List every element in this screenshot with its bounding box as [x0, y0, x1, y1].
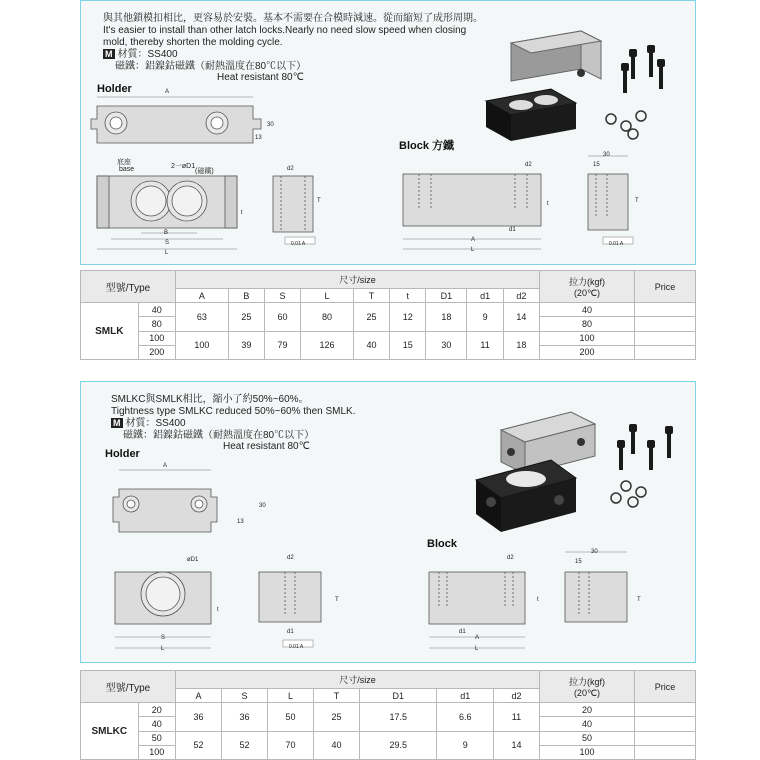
- label-d1: d1: [287, 629, 294, 635]
- price-header: Price: [635, 271, 696, 303]
- smlkc-material: 材質：SS400: [125, 418, 186, 429]
- block-label-tolerance: 0.01 A: [609, 241, 624, 247]
- col-header: B: [228, 289, 264, 303]
- value-cell: 25: [228, 303, 264, 331]
- value-cell: 14: [503, 303, 539, 331]
- size-header: 尺寸/size: [176, 271, 540, 289]
- size-cell: 200: [138, 345, 175, 359]
- holder-photo: [476, 460, 576, 532]
- screws-photo: [606, 45, 665, 139]
- value-cell: 6.6: [437, 703, 493, 731]
- label-dim30: 30: [267, 122, 274, 128]
- value-cell: 12: [390, 303, 426, 331]
- force-cell: 20: [540, 703, 635, 717]
- force-cell: 40: [540, 717, 635, 731]
- holder-top-view: [113, 470, 217, 532]
- label-d2: d2: [287, 555, 294, 561]
- label-t: t: [241, 210, 243, 216]
- label-A: A: [165, 89, 170, 95]
- value-cell: 40: [353, 331, 389, 359]
- force-cell: 100: [540, 331, 635, 345]
- block-label-d2: d2: [525, 162, 532, 168]
- block-label-dim30: 30: [603, 152, 610, 158]
- col-header: L: [301, 289, 354, 303]
- block-label-A: A: [471, 237, 476, 243]
- label-base-en: base: [119, 166, 135, 173]
- table-row: [81, 331, 696, 345]
- col-header: L: [268, 689, 314, 703]
- block-label-t: t: [547, 201, 549, 207]
- size-cell: 40: [138, 717, 175, 731]
- value-cell: 36: [222, 703, 268, 731]
- label-d2: d2: [287, 166, 294, 172]
- force-cell: 80: [540, 317, 635, 331]
- smlkc-description-en: Tightness type SMLKC reduced 50%~60% then SMLK.: [111, 406, 356, 417]
- label-t: t: [217, 607, 219, 613]
- price-cell: [635, 331, 696, 345]
- value-cell: 52: [176, 731, 222, 759]
- label-dim13: 13: [255, 135, 262, 141]
- smlkc-material-line: [111, 418, 186, 430]
- size-cell: 100: [138, 745, 175, 759]
- smlk-material: 材質：SS400: [117, 49, 178, 60]
- col-header: T: [353, 289, 389, 303]
- label-dim30: 30: [259, 503, 266, 509]
- value-cell: 14: [493, 731, 539, 759]
- price-cell: [635, 345, 696, 359]
- value-cell: 29.5: [360, 731, 437, 759]
- size-cell: 50: [138, 731, 175, 745]
- table-row: [81, 303, 696, 317]
- model-name: SMLKC: [81, 703, 139, 760]
- holder-top-view: [91, 97, 261, 143]
- label-S: S: [165, 240, 170, 246]
- smlkc-holder-title: Holder: [105, 448, 140, 460]
- col-header: A: [176, 689, 222, 703]
- value-cell: 18: [426, 303, 467, 331]
- price-header: Price: [635, 671, 696, 703]
- label-L: L: [165, 250, 169, 256]
- label-S: S: [161, 635, 166, 641]
- value-cell: 25: [353, 303, 389, 331]
- smlk-info-panel: [80, 0, 696, 265]
- block-label-dim30: 30: [591, 549, 598, 555]
- material-icon: M: [105, 49, 113, 59]
- label-L: L: [161, 646, 165, 652]
- smlkc-info-panel: [80, 381, 696, 663]
- block-label-T: T: [637, 597, 641, 603]
- block-photo: [511, 31, 601, 81]
- label-A: A: [163, 463, 168, 469]
- smlk-description-zh: 與其他鎖模扣相比，更容易於安裝。基本不需要在合模時減速。從而縮短了成形周期。: [103, 13, 483, 24]
- size-cell: 80: [138, 317, 175, 331]
- value-cell: 60: [264, 303, 300, 331]
- smlk-spec-table: [80, 270, 696, 360]
- value-cell: 9: [467, 303, 503, 331]
- label-T: T: [317, 198, 321, 204]
- value-cell: 30: [426, 331, 467, 359]
- col-header: S: [264, 289, 300, 303]
- size-header: 尺寸/size: [176, 671, 540, 689]
- force-header: 拉力(kgf) (20℃): [540, 271, 635, 303]
- block-label-d1: d1: [509, 227, 516, 233]
- label-magnet-note: (磁鐵): [195, 168, 214, 175]
- col-header: D1: [426, 289, 467, 303]
- value-cell: 100: [176, 331, 229, 359]
- force-cell: 40: [540, 303, 635, 317]
- block-label-dim15: 15: [575, 559, 582, 565]
- value-cell: 11: [493, 703, 539, 731]
- price-cell: [635, 317, 696, 331]
- label-D1: 2一øD1: [171, 163, 196, 170]
- smlk-magnet: 磁鐵：鋁鎳鈷磁鐵（耐熱溫度在80℃以下）: [115, 61, 307, 72]
- block-label-dim15: 15: [593, 162, 600, 168]
- value-cell: 50: [268, 703, 314, 731]
- price-cell: [635, 303, 696, 317]
- value-cell: 39: [228, 331, 264, 359]
- label-tolerance: 0.01 A: [289, 644, 304, 650]
- col-header: d2: [503, 289, 539, 303]
- smlk-description-en-line2: mold, thereby shorten the molding cycle.: [103, 37, 283, 48]
- block-label-t: t: [537, 597, 539, 603]
- col-header: d1: [437, 689, 493, 703]
- material-icon: M: [113, 418, 121, 428]
- smlkc-block-title: Block: [427, 538, 457, 550]
- price-cell: [635, 717, 696, 731]
- price-cell: [635, 731, 696, 745]
- force-header: 拉力(kgf) (20℃): [540, 671, 635, 703]
- size-cell: 40: [138, 303, 175, 317]
- col-header: T: [314, 689, 360, 703]
- model-name: SMLK: [81, 303, 139, 360]
- value-cell: 11: [467, 331, 503, 359]
- smlkc-magnet: 磁鐵：鋁鎳鈷磁鐵（耐熱溫度在80℃以下）: [123, 430, 315, 441]
- price-cell: [635, 745, 696, 759]
- value-cell: 40: [314, 731, 360, 759]
- col-header: d1: [467, 289, 503, 303]
- value-cell: 18: [503, 331, 539, 359]
- label-D1: øD1: [187, 557, 199, 563]
- value-cell: 52: [222, 731, 268, 759]
- block-label-A: A: [475, 635, 480, 641]
- label-dim13: 13: [237, 519, 244, 525]
- smlk-material-line: [103, 49, 178, 61]
- holder-side-view: [273, 176, 315, 244]
- table-row: [81, 731, 696, 745]
- holder-photo: [486, 89, 576, 141]
- smlkc-description-zh: SMLKC與SMLK相比，縮小了約50%~60%。: [111, 394, 309, 405]
- value-cell: 79: [264, 331, 300, 359]
- value-cell: 80: [301, 303, 354, 331]
- block-label-L: L: [475, 646, 479, 652]
- smlkc-spec-table: [80, 670, 696, 760]
- smlk-heat-resistant: Heat resistant 80℃: [217, 72, 304, 83]
- value-cell: 70: [268, 731, 314, 759]
- label-tolerance: 0.01 A: [291, 241, 306, 247]
- value-cell: 126: [301, 331, 354, 359]
- col-header: S: [222, 689, 268, 703]
- force-cell: 100: [540, 745, 635, 759]
- col-header: D1: [360, 689, 437, 703]
- table-row: [81, 703, 696, 717]
- size-cell: 100: [138, 331, 175, 345]
- value-cell: 63: [176, 303, 229, 331]
- label-B: B: [164, 230, 169, 236]
- block-label-d1: d1: [459, 629, 466, 635]
- value-cell: 15: [390, 331, 426, 359]
- value-cell: 9: [437, 731, 493, 759]
- col-header: d2: [493, 689, 539, 703]
- value-cell: 25: [314, 703, 360, 731]
- col-header: t: [390, 289, 426, 303]
- size-cell: 20: [138, 703, 175, 717]
- smlk-block-title: Block 方鐵: [399, 140, 455, 152]
- block-label-L: L: [471, 247, 475, 253]
- col-header: A: [176, 289, 229, 303]
- type-header: 型號/Type: [81, 671, 176, 703]
- smlkc-heat-resistant: Heat resistant 80℃: [223, 441, 310, 452]
- force-cell: 200: [540, 345, 635, 359]
- label-base-zh: 底座: [117, 159, 131, 166]
- value-cell: 17.5: [360, 703, 437, 731]
- price-cell: [635, 703, 696, 717]
- smlk-description-en-line1: It's easier to install than other latch locks.Nearly no need slow speed when closing: [103, 25, 467, 36]
- screws-photo: [611, 424, 673, 507]
- type-header: 型號/Type: [81, 271, 176, 303]
- force-cell: 50: [540, 731, 635, 745]
- value-cell: 36: [176, 703, 222, 731]
- smlk-holder-title: Holder: [97, 83, 132, 95]
- label-T: T: [335, 597, 339, 603]
- block-label-T: T: [635, 198, 639, 204]
- block-label-d2: d2: [507, 555, 514, 561]
